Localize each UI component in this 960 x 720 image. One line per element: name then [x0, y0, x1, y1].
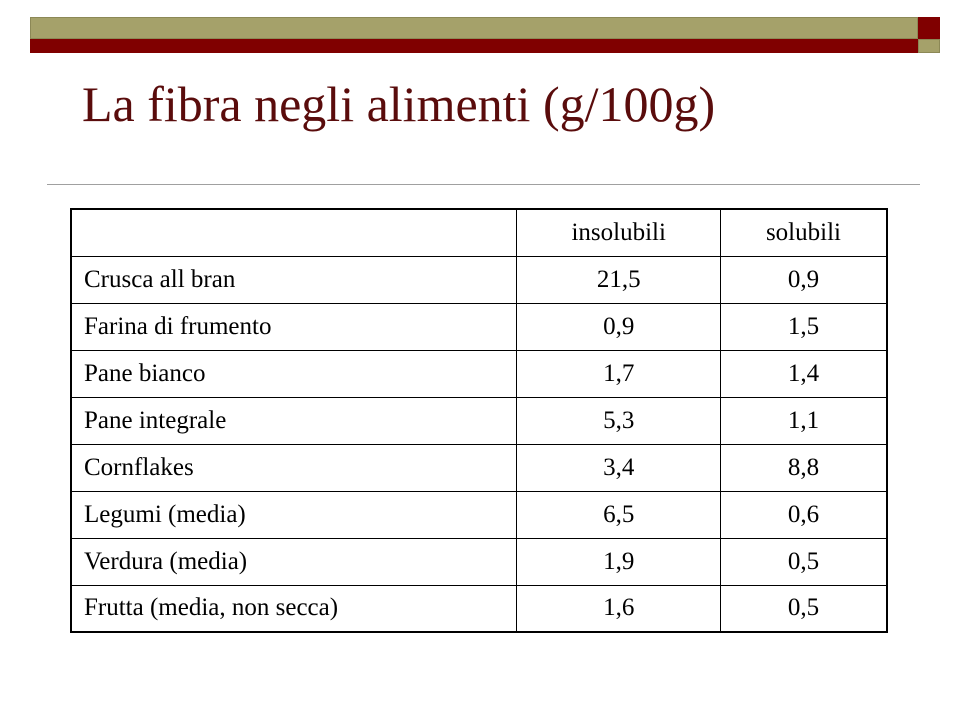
table-row — [71, 538, 887, 585]
table-row — [71, 256, 887, 303]
food-name-cell: Verdura (media) — [71, 538, 517, 585]
insolubili-cell: 6,5 — [517, 491, 720, 538]
insolubili-cell: 1,7 — [517, 350, 720, 397]
food-name-cell: Crusca all bran — [71, 256, 517, 303]
table-row — [71, 397, 887, 444]
solubili-cell: 8,8 — [720, 444, 887, 491]
header-bar-maroon — [30, 39, 918, 53]
header-square-maroon — [918, 17, 940, 39]
fiber-table — [70, 208, 888, 633]
solubili-cell: 1,4 — [720, 350, 887, 397]
table-row — [71, 350, 887, 397]
insolubili-cell: 21,5 — [517, 256, 720, 303]
table-row — [71, 491, 887, 538]
table-header-row — [71, 209, 887, 256]
food-name-cell: Pane integrale — [71, 397, 517, 444]
solubili-cell: 0,6 — [720, 491, 887, 538]
insolubili-cell: 1,6 — [517, 585, 720, 632]
header-bar-olive — [30, 17, 918, 39]
solubili-cell: 1,1 — [720, 397, 887, 444]
food-name-cell: Farina di frumento — [71, 303, 517, 350]
food-name-cell: Legumi (media) — [71, 491, 517, 538]
header-cell-insolubili: insolubili — [517, 209, 720, 256]
insolubili-cell: 5,3 — [517, 397, 720, 444]
title-divider — [47, 184, 920, 185]
solubili-cell: 0,5 — [720, 538, 887, 585]
food-name-cell: Pane bianco — [71, 350, 517, 397]
slide-title: La fibra negli alimenti (g/100g) — [82, 76, 716, 132]
header-cell-solubili: solubili — [720, 209, 887, 256]
header-cell-food — [71, 209, 517, 256]
header-square-olive — [918, 39, 940, 53]
table-row — [71, 444, 887, 491]
table-row — [71, 303, 887, 350]
insolubili-cell: 0,9 — [517, 303, 720, 350]
solubili-cell: 0,5 — [720, 585, 887, 632]
solubili-cell: 1,5 — [720, 303, 887, 350]
insolubili-cell: 1,9 — [517, 538, 720, 585]
solubili-cell: 0,9 — [720, 256, 887, 303]
insolubili-cell: 3,4 — [517, 444, 720, 491]
food-name-cell: Cornflakes — [71, 444, 517, 491]
food-name-cell: Frutta (media, non secca) — [71, 585, 517, 632]
table-row — [71, 585, 887, 632]
